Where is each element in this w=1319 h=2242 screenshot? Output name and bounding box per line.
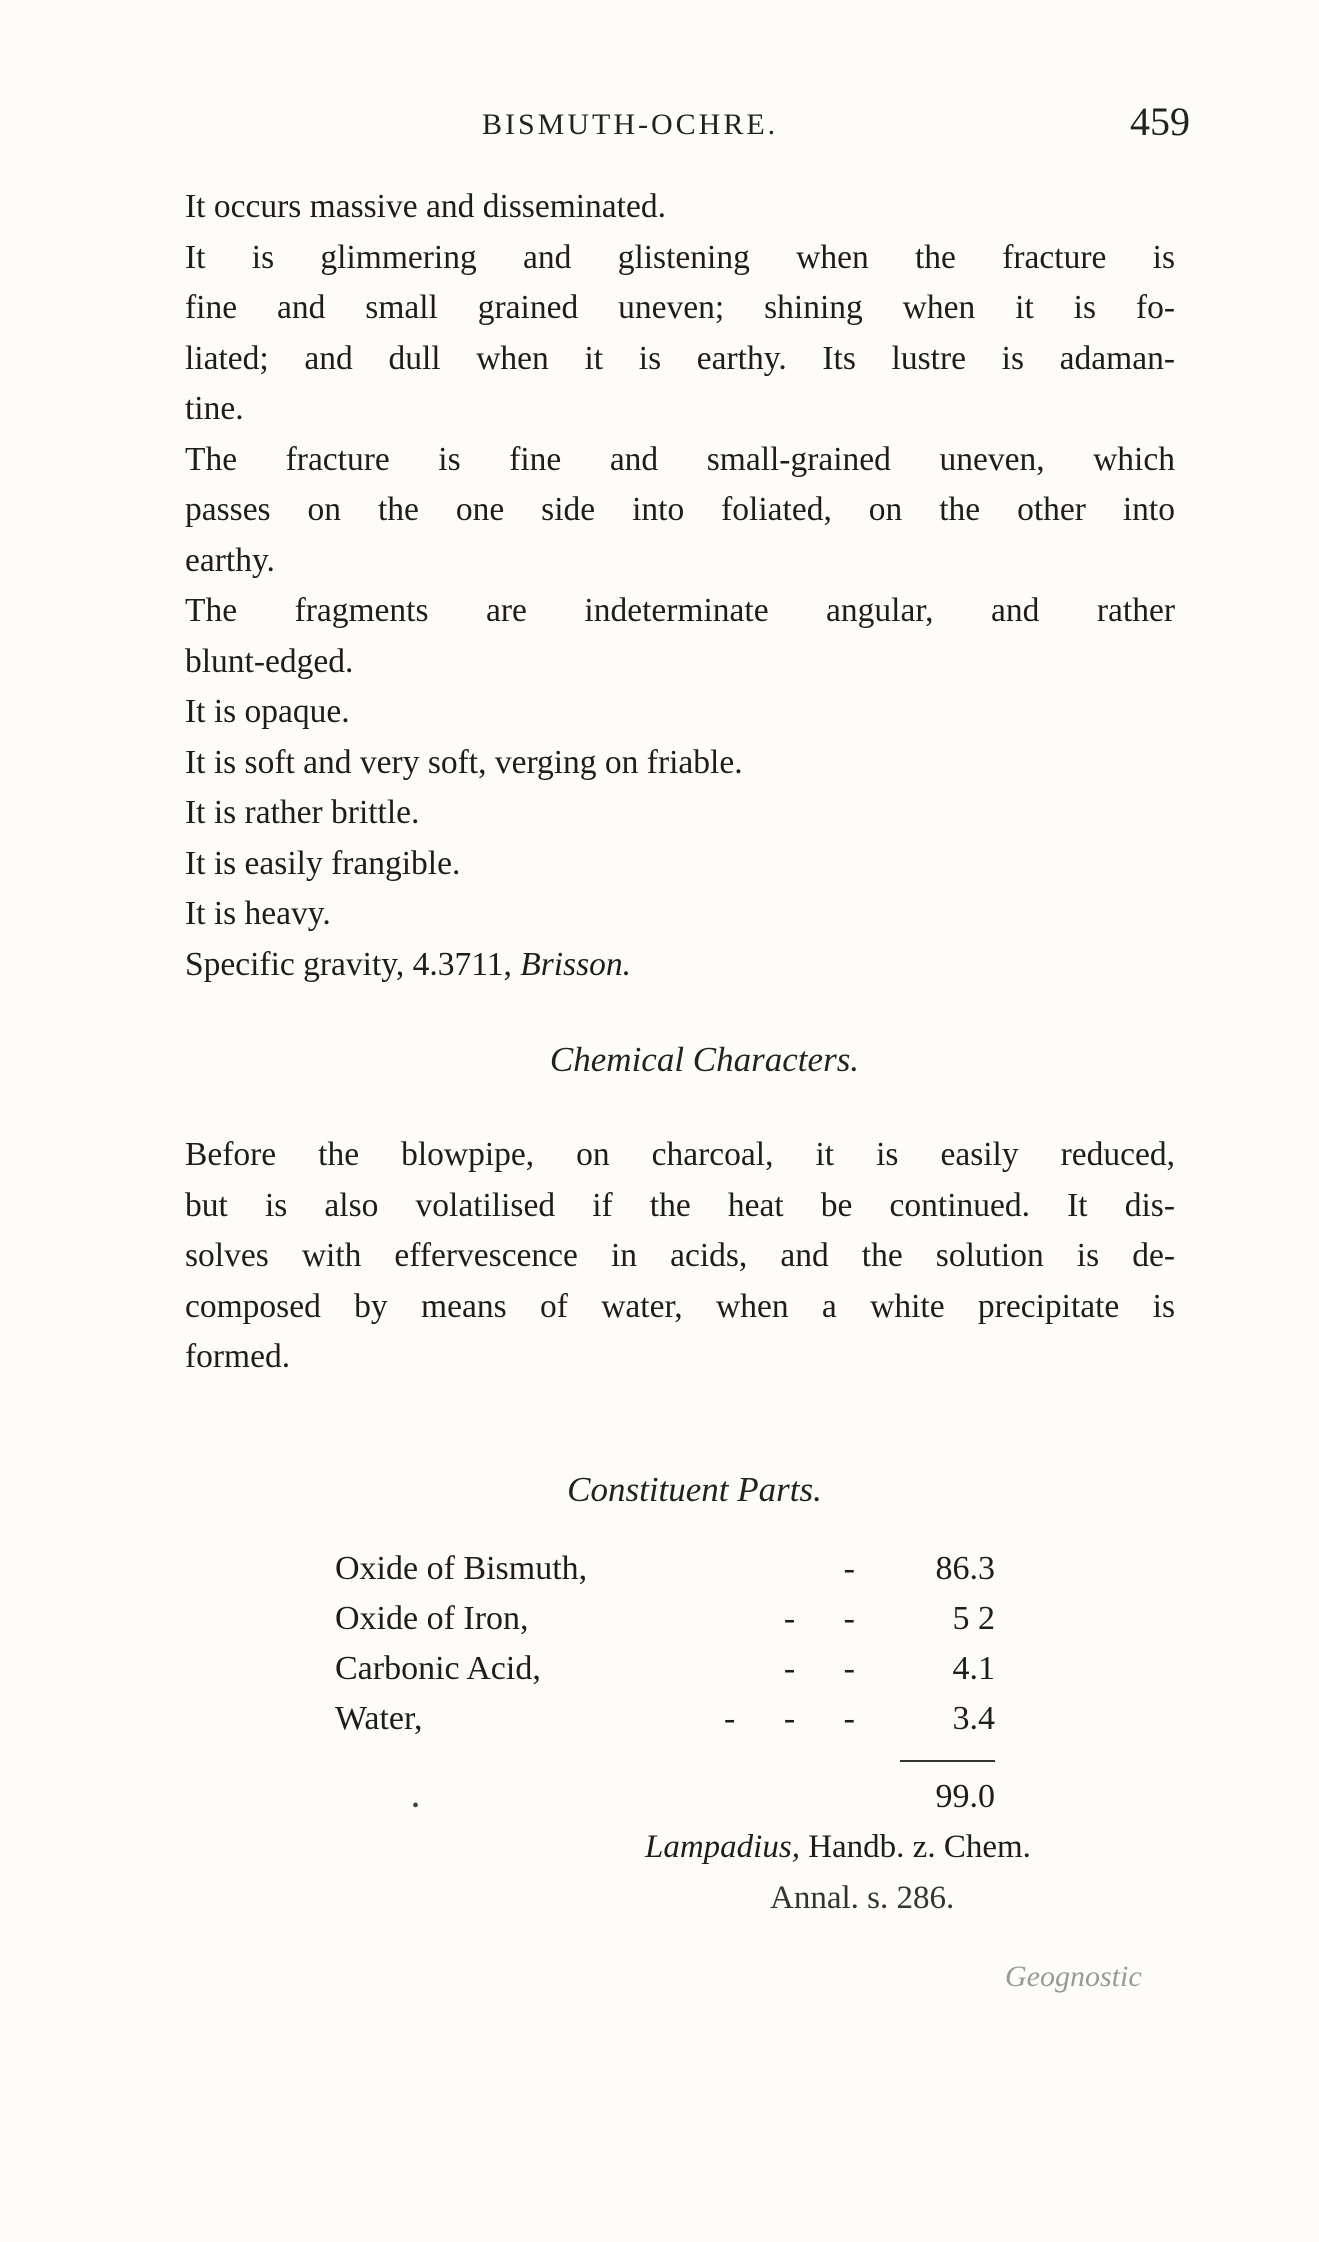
leader-dashes: - - [783, 1650, 875, 1687]
constituent-parts-heading: Constituent Parts. [567, 1470, 822, 1509]
text-line: It occurs massive and disseminated. [185, 188, 666, 225]
text-line: It is opaque. [185, 693, 350, 730]
constituent-value: 5 2 [952, 1600, 995, 1637]
constituent-value: 3.4 [952, 1700, 995, 1737]
table-row [335, 1650, 995, 1700]
constituent-name: Oxide of Bismuth, [335, 1550, 588, 1587]
leader-dashes: - - [783, 1600, 875, 1637]
text-line: Before the blowpipe, on charcoal, it is easily reduced, [185, 1136, 1175, 1173]
leader-dashes: - [843, 1550, 875, 1587]
page-number: 459 [1130, 99, 1190, 144]
citation-author: Lampadius, [645, 1829, 800, 1865]
specific-gravity-text: Specific gravity, 4.3711, [185, 945, 521, 983]
text-line: passes on the one side into foliated, on the other into [185, 491, 1175, 528]
citation-line-2: Annal. s. 286. [770, 1880, 955, 1916]
chemical-text [185, 1130, 1175, 1383]
leader-dashes: - - - [724, 1700, 875, 1737]
text-line: composed by means of water, when a white precipitate is [185, 1287, 1175, 1325]
text-line: fine and small grained uneven; shining when it is fo- [185, 289, 1175, 326]
text-line: It is soft and very soft, verging on friable. [185, 743, 743, 781]
running-title: BISMUTH-OCHRE. [482, 108, 779, 141]
description-text [185, 182, 1175, 990]
text-line: blunt-edged. [185, 642, 354, 680]
citation-line [645, 1829, 1031, 1866]
constituents-table [335, 1550, 995, 1750]
chemical-characters-heading: Chemical Characters. [549, 1040, 860, 1079]
text-line: It is heavy. [185, 895, 331, 932]
text-line: The fracture is fine and small-grained uneven, which [185, 440, 1175, 478]
text-line: It is easily frangible. [185, 844, 461, 882]
authority-name: Brisson. [520, 945, 631, 983]
constituent-value: 86.3 [935, 1550, 995, 1587]
text-line: formed. [185, 1338, 291, 1375]
text-line: It is glimmering and glistening when the fracture is [185, 238, 1175, 276]
text-line: tine. [185, 390, 244, 427]
table-row [335, 1600, 995, 1650]
text-line: liated; and dull when it is earthy. Its lustre is adaman- [185, 339, 1175, 377]
catchword: Geognostic [1005, 1960, 1142, 1993]
constituent-name: Water, [335, 1700, 423, 1737]
total-value: 99.0 [935, 1778, 995, 1815]
text-line: It is rather brittle. [185, 794, 420, 831]
printer-mark: • [412, 1795, 420, 1817]
constituent-name: Carbonic Acid, [335, 1650, 541, 1687]
specific-gravity-line [185, 940, 1175, 991]
constituent-name: Oxide of Iron, [335, 1600, 529, 1637]
sum-rule [900, 1760, 995, 1762]
citation-source: Handb. z. Chem. [799, 1829, 1031, 1865]
running-head [0, 94, 1319, 144]
text-line: solves with effervescence in acids, and the solution is de- [185, 1237, 1175, 1274]
text-line: but is also volatilised if the heat be continued. It dis- [185, 1186, 1175, 1224]
text-line: earthy. [185, 541, 275, 579]
text-line: The fragments are indeterminate angular, and rather [185, 592, 1175, 629]
table-row [335, 1700, 995, 1750]
table-row [335, 1550, 995, 1600]
constituent-value: 4.1 [952, 1650, 995, 1687]
